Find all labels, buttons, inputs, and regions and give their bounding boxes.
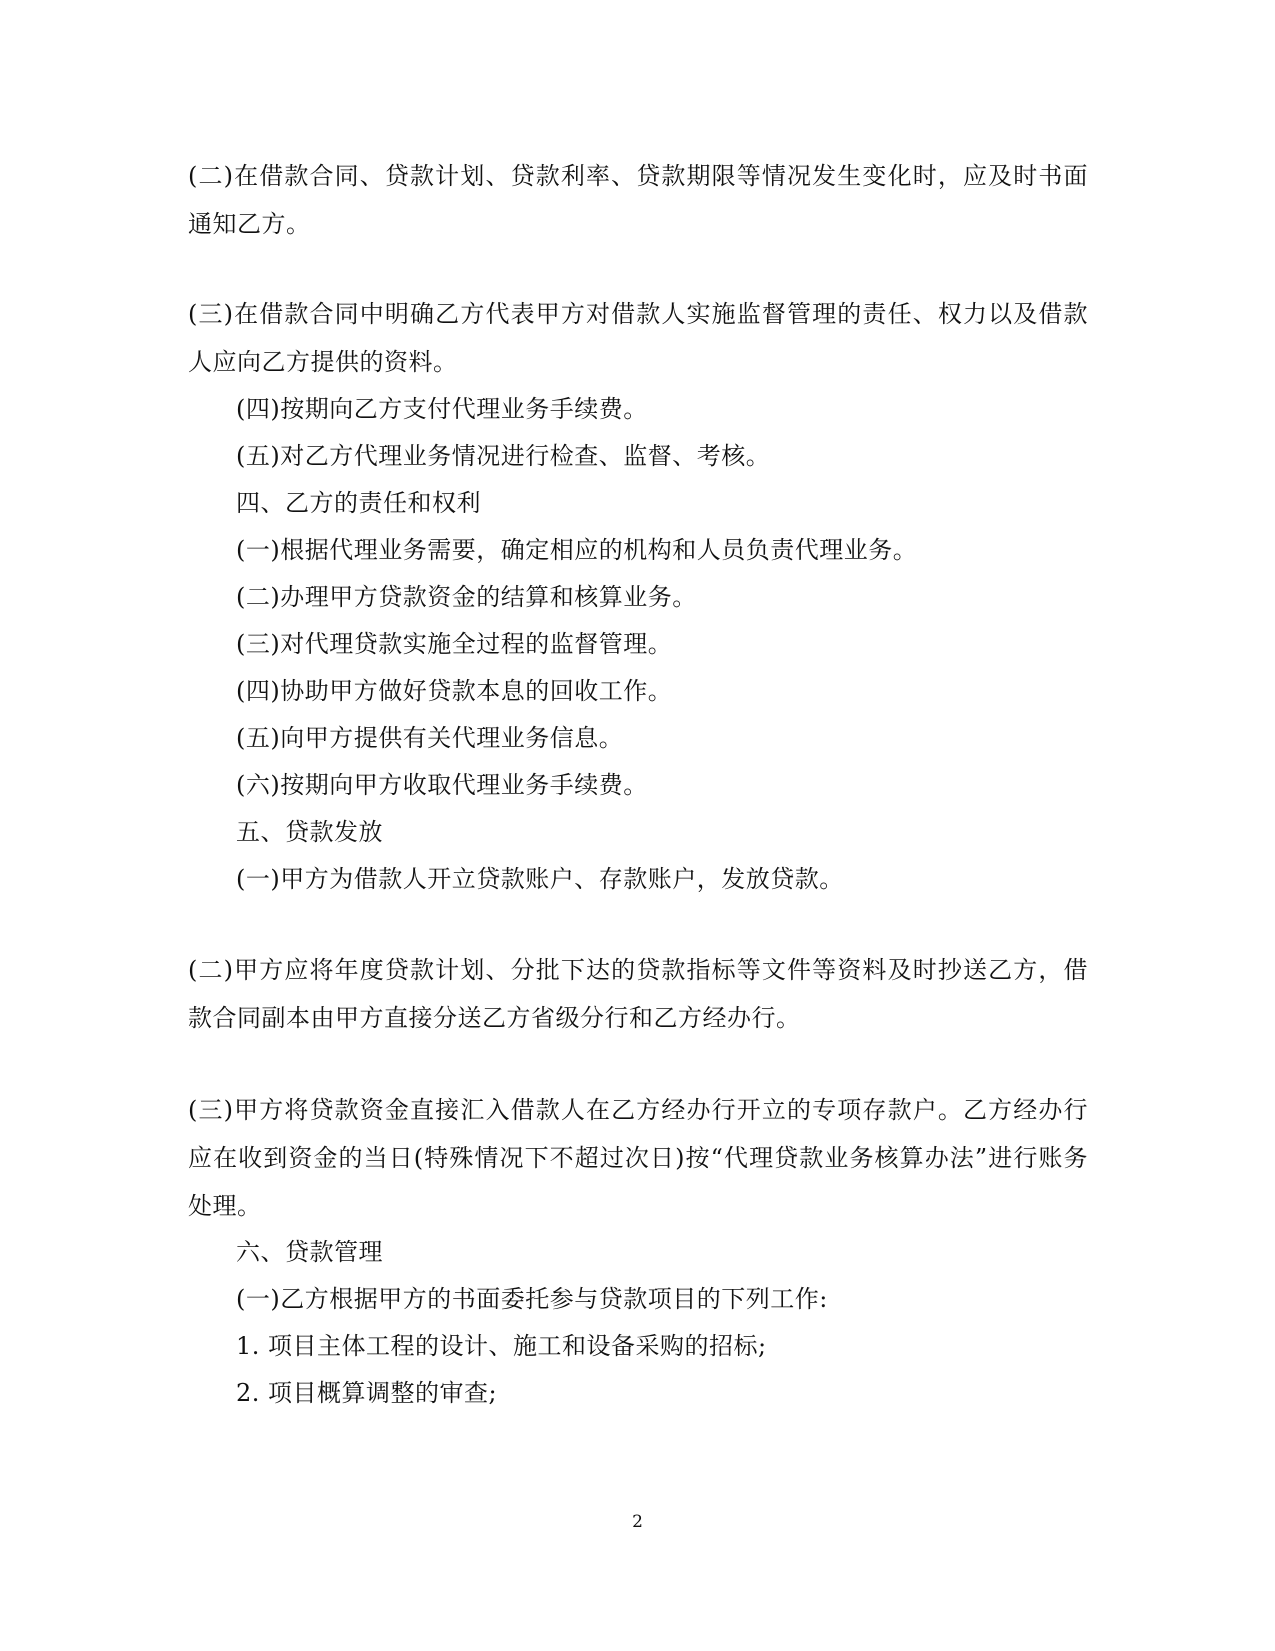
paragraph: (三)甲方将贷款资金直接汇入借款人在乙方经办行开立的专项存款户。乙方经办行应在收到资金的当日(特殊情况下不超过次日)按“代理贷款业务核算办法”进行账务处理。 — [188, 1096, 1088, 1220]
paragraph: (四)协助甲方做好贷款本息的回收工作。 — [236, 677, 673, 705]
paragraph: (一)根据代理业务需要，确定相应的机构和人员负责代理业务。 — [236, 536, 918, 564]
paragraph: (二)在借款合同、贷款计划、贷款利率、贷款期限等情况发生变化时，应及时书面通知乙方。 — [188, 162, 1088, 238]
paragraph: (五)向甲方提供有关代理业务信息。 — [236, 724, 624, 752]
paragraph: (二)办理甲方贷款资金的结算和核算业务。 — [236, 583, 697, 611]
paragraph: (二)甲方应将年度贷款计划、分批下达的贷款指标等文件等资料及时抄送乙方，借款合同副本由甲方直接分送乙方省级分行和乙方经办行。 — [188, 956, 1088, 1032]
paragraph: (一)乙方根据甲方的书面委托参与贷款项目的下列工作: — [236, 1285, 828, 1313]
paragraph: (四)按期向乙方支付代理业务手续费。 — [236, 395, 648, 423]
section-heading: 四、乙方的责任和权利 — [236, 489, 481, 517]
paragraph: (三)在借款合同中明确乙方代表甲方对借款人实施监督管理的责任、权力以及借款人应向乙方提供的资料。 — [188, 300, 1088, 376]
paragraph: (三)对代理贷款实施全过程的监督管理。 — [236, 630, 673, 658]
paragraph: (六)按期向甲方收取代理业务手续费。 — [236, 771, 648, 799]
section-heading: 五、贷款发放 — [236, 818, 383, 846]
list-item: 2. 项目概算调整的审查; — [236, 1379, 498, 1407]
section-heading: 六、贷款管理 — [236, 1238, 383, 1266]
page-number: 2 — [632, 1512, 643, 1532]
paragraph: (一)甲方为借款人开立贷款账户、存款账户，发放贷款。 — [236, 865, 844, 893]
paragraph: (五)对乙方代理业务情况进行检查、监督、考核。 — [236, 442, 771, 470]
list-item: 1. 项目主体工程的设计、施工和设备采购的招标; — [236, 1332, 767, 1360]
